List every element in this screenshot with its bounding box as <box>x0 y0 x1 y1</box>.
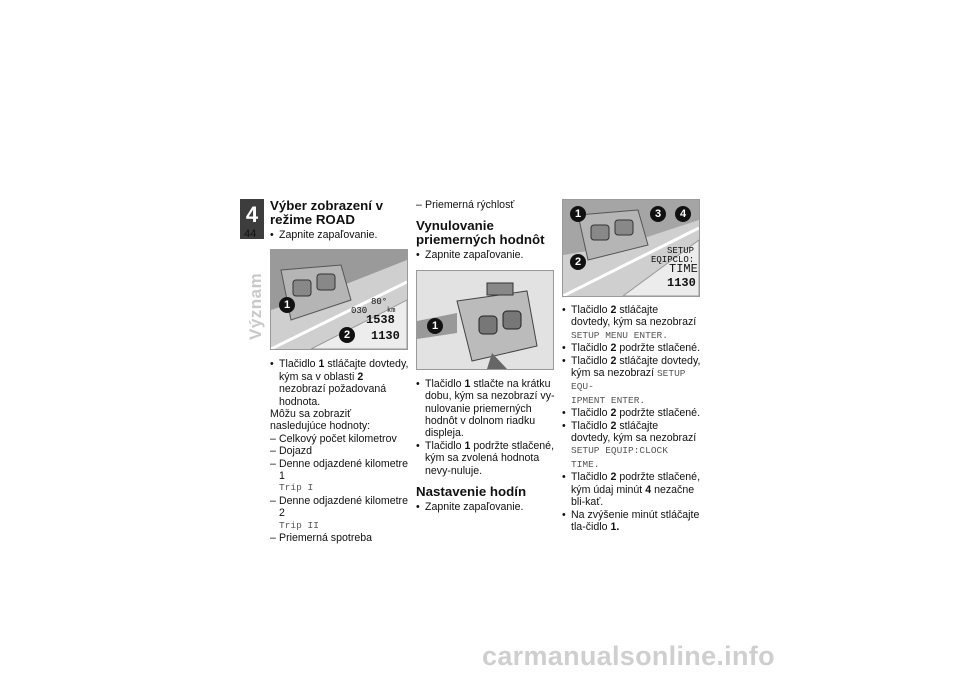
list-item: – Priemerná rýchlosť <box>416 199 556 211</box>
display-line-equip: EQIPCLO: <box>651 255 695 265</box>
step-hold: • Tlačidlo 2 podržte stlačené. <box>562 407 702 419</box>
display-unit: km <box>387 307 396 316</box>
heading-set-clock: Nastavenie hodín <box>416 484 527 500</box>
step-short-press: • Tlačidlo 1 stlačte na krátku dobu, kým sa nezobrazí vy-nulovanie priemerných hodnôt v dolnom riadku displeja. <box>416 378 556 440</box>
step-ignition: • Zapnite zapaľovanie. <box>416 501 556 513</box>
display-fuel: 030 <box>351 306 368 317</box>
list-item-code: Trip II <box>279 519 319 531</box>
watermark: carmanualsonline.info <box>482 641 775 671</box>
list-item: – Denne odjazdené kilometre 1 <box>270 458 410 483</box>
list-item: – Celkový počet kilometrov <box>270 433 410 445</box>
page-number: 44 <box>244 228 257 240</box>
column-1 <box>270 199 410 545</box>
display-line-clock: 1130 <box>667 276 696 290</box>
display-odometer: 1538 <box>366 313 395 328</box>
callout-2: 2 <box>339 327 355 343</box>
list-item: – Denne odjazdené kilometre 2 <box>270 495 410 520</box>
callout-1: 1 <box>570 206 586 222</box>
step-clock-time: • Tlačidlo 2 stláčajte dovtedy, kým sa nezobrazí SETUP EQUIP:CLOCK TIME. <box>562 420 702 472</box>
display-line-time: TIME <box>669 262 698 276</box>
step-equipment: • Tlačidlo 2 stláčajte dovtedy, kým sa nezobrazí SETUP EQU- IPMENT ENTER. <box>562 355 702 408</box>
step-hold: • Tlačidlo 1 podržte stlačené, kým sa zvolená hodnota nevy-nuluje. <box>416 440 556 477</box>
display-line-setup: SETUP <box>667 246 695 256</box>
callout-2: 2 <box>570 254 586 270</box>
step-select-value: • Tlačidlo 1 stláčajte dovtedy, kým sa v oblasti 2 nezobrazí požadovaná hodnota. <box>270 358 410 408</box>
chapter-number: 4 <box>245 202 259 227</box>
figure-handlebar-switch <box>416 270 554 370</box>
display-temp: 80° <box>371 297 388 308</box>
callout-1: 1 <box>279 297 295 313</box>
figure-clock-setup <box>562 199 700 297</box>
step-minutes-blink: • Tlačidlo 2 podržte stlačené, kým údaj minút 4 nezačne bli-kať. <box>562 471 702 508</box>
step-hold: • Tlačidlo 2 podržte stlačené. <box>562 342 702 354</box>
values-intro: Môžu sa zobraziť nasledujúce hodnoty: <box>270 408 371 433</box>
chapter-title-vertical: Význam <box>246 272 265 340</box>
list-item-code: Trip I <box>279 482 314 494</box>
figure-display-road <box>270 249 408 350</box>
list-item: – Dojazd <box>270 445 410 457</box>
step-increase-minutes: • Na zvýšenie minút stláčajte tla-čidlo 1. <box>562 509 702 534</box>
column-3 <box>562 199 702 533</box>
step-ignition: • Zapnite zapaľovanie. <box>416 249 556 261</box>
display-clock: 1130 <box>371 329 400 344</box>
list-item: – Priemerná spotreba <box>270 532 410 544</box>
heading-reset-averages: Vynulovanie priemerných hodnôt <box>416 218 545 248</box>
step-menu: • Tlačidlo 2 stláčajte dovtedy, kým sa nezobrazí SETUP MENU ENTER. <box>562 304 702 342</box>
step-ignition: • Zapnite zapaľovanie. <box>270 229 410 241</box>
callout-4: 4 <box>675 206 691 222</box>
heading-display-selection: Výber zobrazení v režime ROAD <box>270 198 384 227</box>
column-2 <box>416 199 556 513</box>
callout-3: 3 <box>650 206 666 222</box>
callout-1: 1 <box>427 318 443 334</box>
